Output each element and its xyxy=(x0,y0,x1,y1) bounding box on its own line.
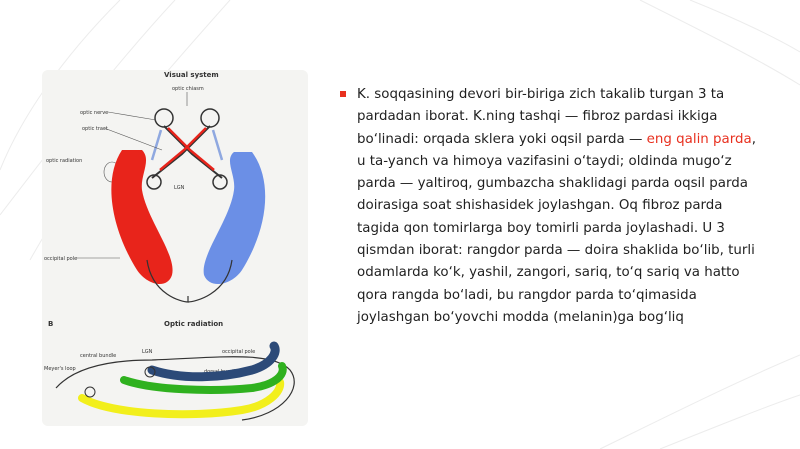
body-text-intro: K. soqqasining devori bir-biriga zich takalib turgan 3 ta pardadan iborat. K.ning tashqi — fibroz pardasi ikkiga bo‘linadi: orqada sklera yoki oqsil parda — xyxy=(357,87,725,147)
dorsal-bundle-fibers xyxy=(152,346,275,377)
visual-pathway-illustration xyxy=(42,70,308,426)
body-text-rest: , u ta-yanch va himoya vazifasini o‘taydi; oldinda mugo‘z parda — yaltiroq, gumbazcha shaklidagi parda oqsil parda doirasiga soat shishasidek joylashgan. Oq fibroz parda tagida qon tomirlarga boy tomirli parda joylashadi. U 3 qismdan iborat: rangdor parda — doira shaklida bo‘lib, turli odamlarda ko‘k, yashil, zangori, sariq, to‘q sariq va hatto qora rangda bo‘ladi, bu rangdor parda to‘qimasida joylashgan bo‘yovchi modda (melanin)ga bog‘liq xyxy=(357,131,756,325)
label-occipital-pole-b: occipital pole xyxy=(222,349,256,355)
label-optic-radiation: optic radiation xyxy=(46,158,83,164)
highlighted-phrase: eng qalin parda xyxy=(646,131,752,147)
panel-b-label: B xyxy=(48,320,54,328)
bullet-marker xyxy=(340,91,346,97)
visual-system-figure xyxy=(42,70,308,426)
label-occipital-pole: occipital pole xyxy=(44,256,78,262)
right-eye-icon xyxy=(201,109,219,127)
label-lgn-bottom: LGN xyxy=(142,349,153,355)
label-optic-chiasm: optic chiasm xyxy=(172,86,204,92)
label-optic-tract: optic tract xyxy=(82,126,108,132)
optic-radiation-title: Optic radiation xyxy=(164,320,224,328)
label-central-bundle: central bundle xyxy=(80,353,117,359)
label-dorsal-bundle: dorsal bundle xyxy=(204,369,239,375)
left-eye-icon xyxy=(155,109,173,127)
label-optic-nerve: optic nerve xyxy=(80,110,109,116)
figure-title: Visual system xyxy=(164,71,219,79)
label-meyers-loop: Meyer's loop xyxy=(44,366,76,372)
label-lgn-top: LGN xyxy=(174,185,185,191)
slide-body-text xyxy=(357,84,762,329)
